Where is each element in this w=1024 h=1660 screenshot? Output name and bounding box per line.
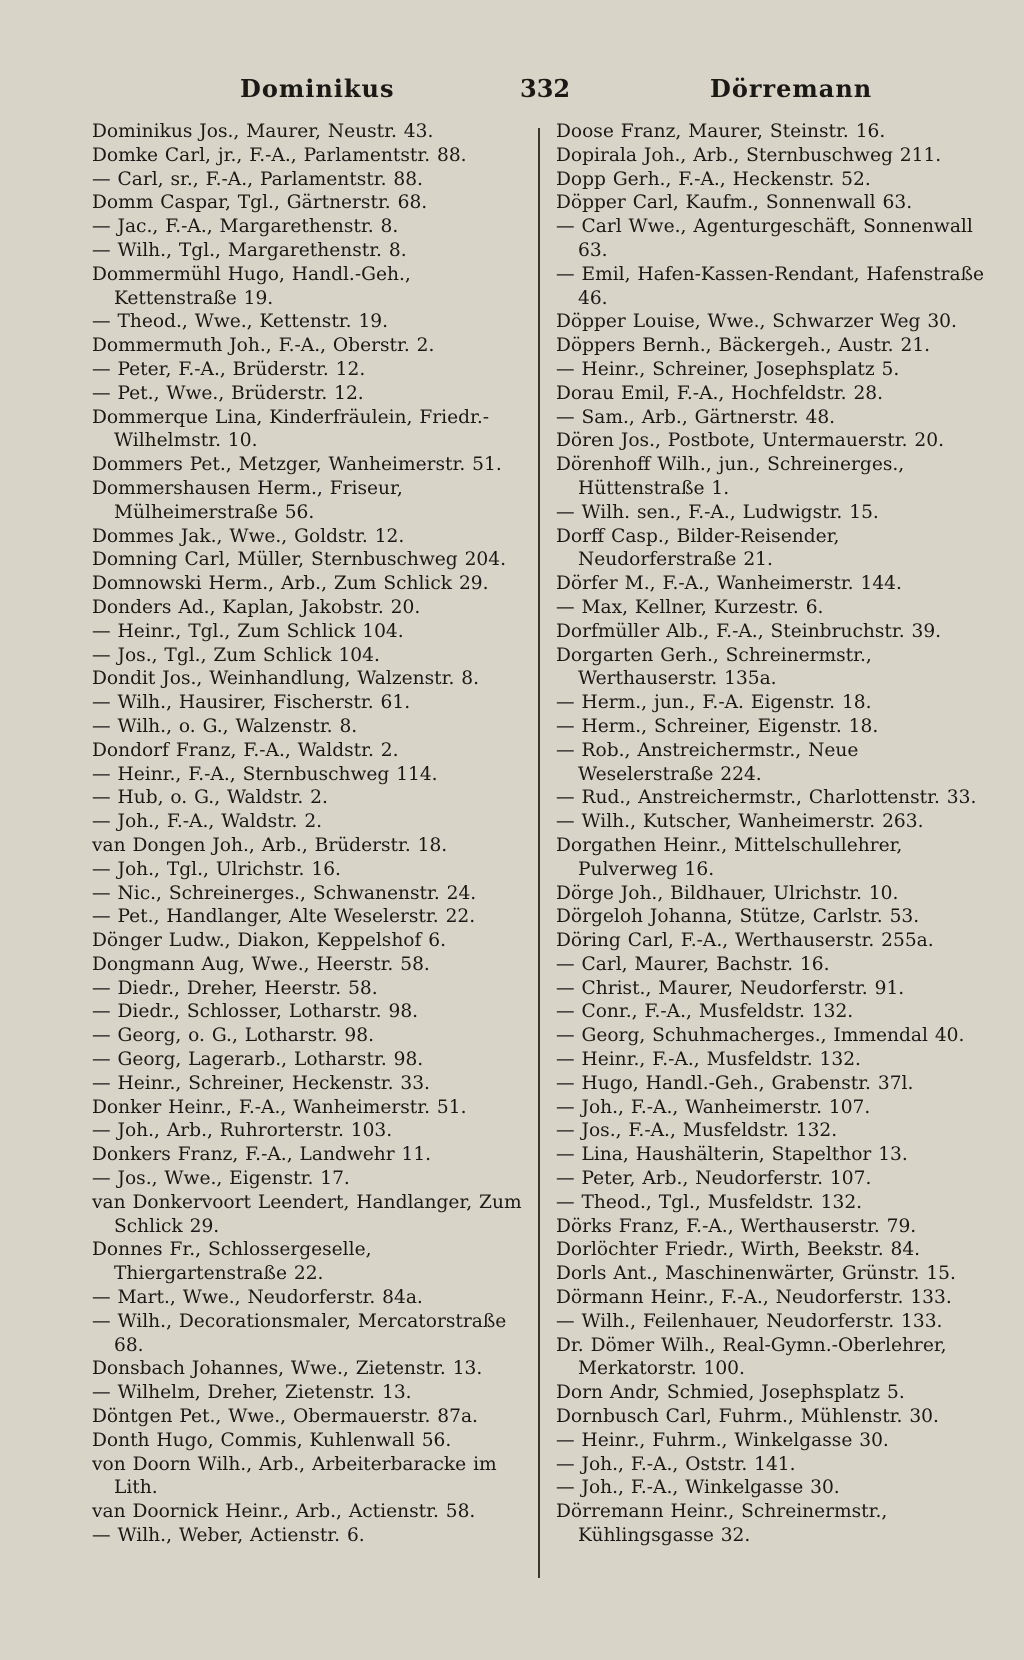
directory-entry: — Diedr., Dreher, Heerstr. 58.	[92, 977, 378, 999]
directory-entry: — Sam., Arb., Gärtnerstr. 48.	[556, 406, 836, 428]
directory-entry: — Wilh., Hausirer, Fischerstr. 61.	[92, 692, 411, 714]
directory-entry: Dorff Casp., Bilder-Reisender, Neudorferstraße 21.	[556, 525, 840, 571]
directory-entry: Dommerque Lina, Kinderfräulein, Friedr.-Wilhelmstr. 10.	[92, 406, 490, 452]
directory-entry: — Conr., F.-A., Musfeldstr. 132.	[556, 1001, 854, 1023]
directory-entry: Dommers Pet., Metzger, Wanheimerstr. 51.	[92, 454, 502, 476]
directory-entry: Dopirala Joh., Arb., Sternbuschweg 211.	[556, 144, 942, 166]
directory-entry: Dorlöchter Friedr., Wirth, Beekstr. 84.	[556, 1239, 921, 1261]
directory-entry: — Wilh., Decorationsmaler, Mercatorstraße 68.	[92, 1310, 507, 1356]
running-head-left: Dominikus	[240, 74, 395, 103]
directory-entry: — Wilh. sen., F.-A., Ludwigstr. 15.	[556, 501, 879, 523]
directory-entry: van Dongen Joh., Arb., Brüderstr. 18.	[92, 834, 448, 856]
directory-entry: Domnowski Herm., Arb., Zum Schlick 29.	[92, 573, 489, 595]
directory-entry: Donker Heinr., F.-A., Wanheimerstr. 51.	[92, 1096, 467, 1118]
directory-entry: Dr. Dömer Wilh., Real-Gymn.-Oberlehrer, Merkatorstr. 100.	[556, 1334, 947, 1380]
directory-entry: — Lina, Haushälterin, Stapelthor 13.	[556, 1144, 908, 1166]
directory-entry: — Georg, Lagerarb., Lotharstr. 98.	[92, 1049, 424, 1071]
directory-entry: Dorau Emil, F.-A., Hochfeldstr. 28.	[556, 382, 884, 404]
right-column	[556, 120, 992, 1548]
directory-entry: — Wilh., Feilenhauer, Neudorferstr. 133.	[556, 1310, 943, 1332]
directory-entry: — Joh., Arb., Ruhrorterstr. 103.	[92, 1120, 393, 1142]
directory-entry: Dopp Gerh., F.-A., Heckenstr. 52.	[556, 168, 871, 190]
directory-entry: — Max, Kellner, Kurzestr. 6.	[556, 596, 824, 618]
directory-entry: Dondorf Franz, F.-A., Waldstr. 2.	[92, 739, 399, 761]
directory-entry: Dongmann Aug, Wwe., Heerstr. 58.	[92, 953, 430, 975]
page-header	[90, 70, 990, 110]
directory-entry: — Mart., Wwe., Neudorferstr. 84a.	[92, 1287, 423, 1309]
directory-entry: — Peter, Arb., Neudorferstr. 107.	[556, 1168, 872, 1190]
directory-entry: Donth Hugo, Commis, Kuhlenwall 56.	[92, 1429, 452, 1451]
directory-entry: — Carl Wwe., Agenturgeschäft, Sonnenwall 63.	[556, 216, 973, 261]
directory-entry: — Wilh., Weber, Actienstr. 6.	[92, 1525, 365, 1547]
directory-entry: — Theod., Wwe., Kettenstr. 19.	[92, 311, 389, 333]
directory-entry: — Theod., Tgl., Musfeldstr. 132.	[556, 1191, 863, 1213]
directory-entry: — Pet., Wwe., Brüderstr. 12.	[92, 382, 364, 404]
page-number: 332	[520, 74, 571, 103]
directory-entry: Dörenhoff Wilh., jun., Schreinerges., Hüttenstraße 1.	[556, 454, 905, 499]
directory-entry: — Joh., F.-A., Oststr. 141.	[556, 1453, 796, 1475]
directory-entry: Dorgarten Gerh., Schreinermstr., Werthauserstr. 135a.	[556, 644, 872, 690]
directory-entry: — Carl, sr., F.-A., Parlamentstr. 88.	[92, 168, 423, 190]
directory-entry: Dommermühl Hugo, Handl.-Geh., Kettenstraße 19.	[92, 263, 411, 309]
directory-entry: Dorn Andr, Schmied, Josephsplatz 5.	[556, 1382, 905, 1404]
running-head-right: Dörremann	[710, 74, 873, 103]
directory-entry: Donnes Fr., Schlossergeselle, Thiergartenstraße 22.	[92, 1239, 372, 1285]
directory-entry: — Heinr., F.-A., Musfeldstr. 132.	[556, 1049, 861, 1071]
directory-entry: — Diedr., Schlosser, Lotharstr. 98.	[92, 1001, 419, 1023]
directory-entry: — Wilh., Tgl., Margarethenstr. 8.	[92, 239, 407, 261]
directory-entry: Döpper Louise, Wwe., Schwarzer Weg 30.	[556, 311, 957, 333]
directory-entry: — Pet., Handlanger, Alte Weselerstr. 22.	[92, 906, 476, 928]
directory-entry: — Joh., F.-A., Wanheimerstr. 107.	[556, 1096, 871, 1118]
directory-entry: — Heinr., Schreiner, Heckenstr. 33.	[92, 1072, 430, 1094]
directory-entry: — Jac., F.-A., Margarethenstr. 8.	[92, 216, 399, 238]
directory-entry: — Wilhelm, Dreher, Zietenstr. 13.	[92, 1382, 412, 1404]
directory-entry: von Doorn Wilh., Arb., Arbeiterbaracke im Lith.	[92, 1453, 497, 1499]
directory-entry: — Heinr., F.-A., Sternbuschweg 114.	[92, 763, 438, 785]
directory-entry: — Rud., Anstreichermstr., Charlottenstr. 33.	[556, 787, 977, 809]
column-divider	[538, 128, 540, 1578]
directory-entry: Döppers Bernh., Bäckergeh., Austr. 21.	[556, 335, 931, 357]
directory-entry: Dondit Jos., Weinhandlung, Walzenstr. 8.	[92, 668, 480, 690]
directory-entry: — Georg, o. G., Lotharstr. 98.	[92, 1025, 374, 1047]
directory-entry: — Hub, o. G., Waldstr. 2.	[92, 787, 328, 809]
directory-entry: — Georg, Schuhmacherges., Immendal 40.	[556, 1025, 965, 1047]
directory-entry: Dörge Joh., Bildhauer, Ulrichstr. 10.	[556, 882, 899, 904]
directory-entry: Dorls Ant., Maschinenwärter, Grünstr. 15.	[556, 1263, 956, 1285]
directory-entry: — Heinr., Tgl., Zum Schlick 104.	[92, 620, 404, 642]
directory-entry: — Herm., Schreiner, Eigenstr. 18.	[556, 715, 879, 737]
directory-entry: van Doornick Heinr., Arb., Actienstr. 58.	[92, 1501, 476, 1523]
directory-entry: — Jos., Tgl., Zum Schlick 104.	[92, 644, 380, 666]
directory-entry: van Donkervoort Leendert, Handlanger, Zum Schlick 29.	[92, 1191, 522, 1237]
directory-entry: Döntgen Pet., Wwe., Obermauerstr. 87a.	[92, 1406, 478, 1428]
left-column	[92, 120, 524, 1548]
directory-entry: — Heinr., Schreiner, Josephsplatz 5.	[556, 358, 900, 380]
directory-entry: Dommershausen Herm., Friseur, Mülheimerstraße 56.	[92, 477, 403, 523]
directory-entry: Dommes Jak., Wwe., Goldstr. 12.	[92, 525, 405, 547]
directory-entry: Dornbusch Carl, Fuhrm., Mühlenstr. 30.	[556, 1406, 939, 1428]
directory-entry: Dören Jos., Postbote, Untermauerstr. 20.	[556, 430, 945, 452]
directory-entry: — Jos., F.-A., Musfeldstr. 132.	[556, 1120, 838, 1142]
directory-entry: — Wilh., Kutscher, Wanheimerstr. 263.	[556, 811, 924, 833]
directory-entry: — Rob., Anstreichermstr., Neue Weselerstraße 224.	[556, 739, 859, 785]
directory-entry: Domke Carl, jr., F.-A., Parlamentstr. 88.	[92, 144, 467, 166]
directory-entry: Dommermuth Joh., F.-A., Oberstr. 2.	[92, 335, 435, 357]
directory-entry: — Wilh., o. G., Walzenstr. 8.	[92, 715, 358, 737]
directory-entry: Dorfmüller Alb., F.-A., Steinbruchstr. 39.	[556, 620, 942, 642]
directory-entry: Dörks Franz, F.-A., Werthauserstr. 79.	[556, 1215, 917, 1237]
directory-entry: — Heinr., Fuhrm., Winkelgasse 30.	[556, 1429, 889, 1451]
directory-entry: Dörremann Heinr., Schreinermstr., Kühlingsgasse 32.	[556, 1501, 888, 1547]
directory-entry: Döring Carl, F.-A., Werthauserstr. 255a.	[556, 930, 934, 952]
directory-entry: — Peter, F.-A., Brüderstr. 12.	[92, 358, 366, 380]
directory-entry: Donsbach Johannes, Wwe., Zietenstr. 13.	[92, 1358, 483, 1380]
directory-entry: Döpper Carl, Kaufm., Sonnenwall 63.	[556, 192, 913, 214]
directory-entry: — Jos., Wwe., Eigenstr. 17.	[92, 1168, 350, 1190]
directory-entry: Dönger Ludw., Diakon, Keppelshof 6.	[92, 930, 447, 952]
directory-entry: — Joh., F.-A., Waldstr. 2.	[92, 811, 323, 833]
directory-entry: Dorgathen Heinr., Mittelschullehrer, Pulverweg 16.	[556, 834, 903, 880]
directory-entry: — Carl, Maurer, Bachstr. 16.	[556, 953, 830, 975]
directory-entry: Dörgeloh Johanna, Stütze, Carlstr. 53.	[556, 906, 920, 928]
directory-entry: Doose Franz, Maurer, Steinstr. 16.	[556, 121, 886, 142]
directory-entry: Domm Caspar, Tgl., Gärtnerstr. 68.	[92, 192, 428, 214]
directory-entry: Domning Carl, Müller, Sternbuschweg 204.	[92, 549, 507, 571]
directory-entry: — Joh., F.-A., Winkelgasse 30.	[556, 1477, 840, 1499]
directory-entry: Dörfer M., F.-A., Wanheimerstr. 144.	[556, 573, 902, 595]
directory-entry: Dörmann Heinr., F.-A., Neudorferstr. 133.	[556, 1287, 952, 1309]
directory-entry: Donkers Franz, F.-A., Landwehr 11.	[92, 1144, 432, 1166]
directory-entry: — Nic., Schreinerges., Schwanenstr. 24.	[92, 882, 477, 904]
directory-entry: — Hugo, Handl.-Geh., Grabenstr. 37l.	[556, 1072, 914, 1094]
directory-entry: — Joh., Tgl., Ulrichstr. 16.	[92, 858, 341, 880]
directory-entry: — Christ., Maurer, Neudorferstr. 91.	[556, 977, 905, 999]
directory-entry: Dominikus Jos., Maurer, Neustr. 43.	[92, 121, 434, 142]
directory-entry: Donders Ad., Kaplan, Jakobstr. 20.	[92, 596, 421, 618]
directory-entry: — Emil, Hafen-Kassen-Rendant, Hafenstraße 46.	[556, 263, 984, 309]
directory-entry: — Herm., jun., F.-A. Eigenstr. 18.	[556, 692, 872, 714]
